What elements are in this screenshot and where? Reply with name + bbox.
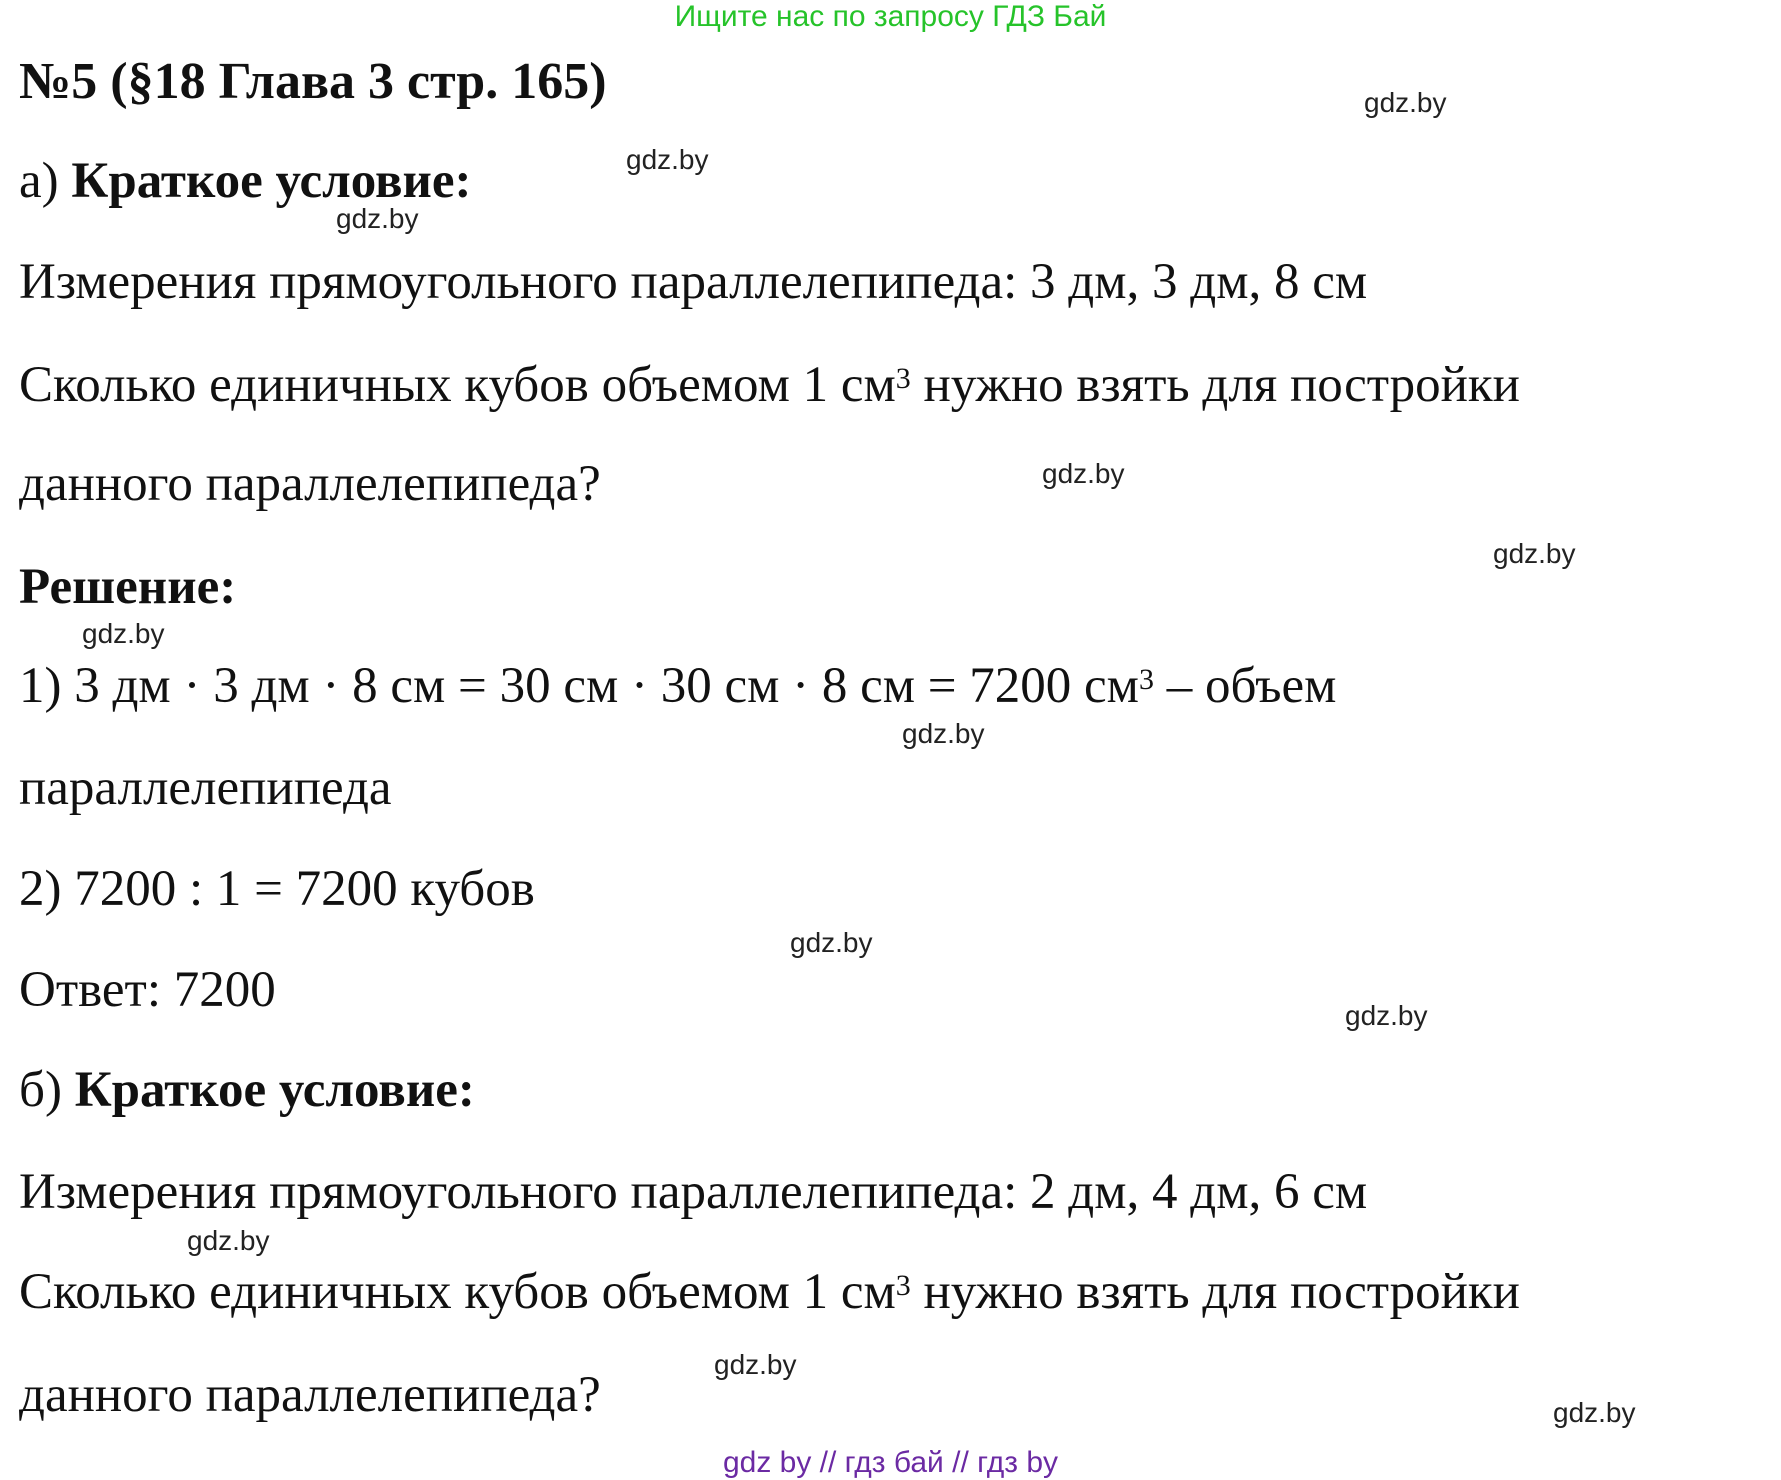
part-b-line2 — [19, 1262, 1520, 1322]
watermark: gdz.by — [336, 203, 419, 234]
watermark: gdz.by — [1345, 1000, 1428, 1031]
step1-sup: 3 — [1138, 663, 1154, 696]
part-b-line2-before: Сколько единичных кубов объемом 1 см — [19, 1264, 896, 1320]
part-a-line2 — [19, 355, 1520, 415]
part-b-line3: данного параллелепипеда? — [19, 1367, 601, 1423]
part-b-prefix: б) — [19, 1062, 62, 1118]
part-b-line2-sup: 3 — [895, 1269, 911, 1302]
part-b-heading — [19, 1060, 475, 1120]
part-a-line2-after: нужно взять для постройки — [910, 357, 1520, 413]
part-b-heading-text: Краткое условие: — [74, 1062, 475, 1118]
solution-step1 — [19, 656, 1336, 716]
watermark: gdz.by — [790, 927, 873, 958]
part-a-heading-text: Краткое условие: — [71, 153, 472, 209]
part-b-line2-after: нужно взять для постройки — [910, 1264, 1520, 1320]
watermark: gdz.by — [1042, 458, 1125, 489]
watermark: gdz.by — [1553, 1397, 1636, 1428]
part-a-line2-sup: 3 — [895, 362, 911, 395]
part-b-line1: Измерения прямоугольного параллелепипеда: 2 дм, 4 дм, 6 см — [19, 1164, 1368, 1220]
watermark: gdz.by — [1364, 87, 1447, 118]
solution-heading: Решение: — [19, 559, 237, 615]
step1-before: 1) 3 дм · 3 дм · 8 см = 30 см · 30 см · 8 см = 7200 см — [19, 658, 1139, 714]
solution-step1-cont: параллелепипеда — [19, 760, 392, 816]
solution-step2: 2) 7200 : 1 = 7200 кубов — [19, 861, 535, 917]
watermark: gdz.by — [187, 1225, 270, 1256]
watermark: gdz.by — [1493, 538, 1576, 569]
watermark: gdz.by — [82, 618, 165, 649]
answer: Ответ: 7200 — [19, 962, 276, 1018]
watermark: gdz.by — [902, 718, 985, 749]
watermark: gdz.by — [626, 144, 709, 175]
part-a-line1: Измерения прямоугольного параллелепипеда: 3 дм, 3 дм, 8 см — [19, 254, 1368, 310]
watermark: gdz.by — [714, 1349, 797, 1380]
part-a-line2-before: Сколько единичных кубов объемом 1 см — [19, 357, 896, 413]
part-a-prefix: а) — [19, 153, 59, 209]
part-a-line3: данного параллелепипеда? — [19, 456, 601, 512]
footer-links[interactable]: gdz by // гдз бай // гдз by — [722, 1446, 1059, 1479]
header-ad-link[interactable]: Ищите нас по запросу ГДЗ Бай — [674, 0, 1107, 33]
page-title: №5 (§18 Глава 3 стр. 165) — [19, 53, 607, 110]
step1-after: – объем — [1153, 658, 1337, 714]
